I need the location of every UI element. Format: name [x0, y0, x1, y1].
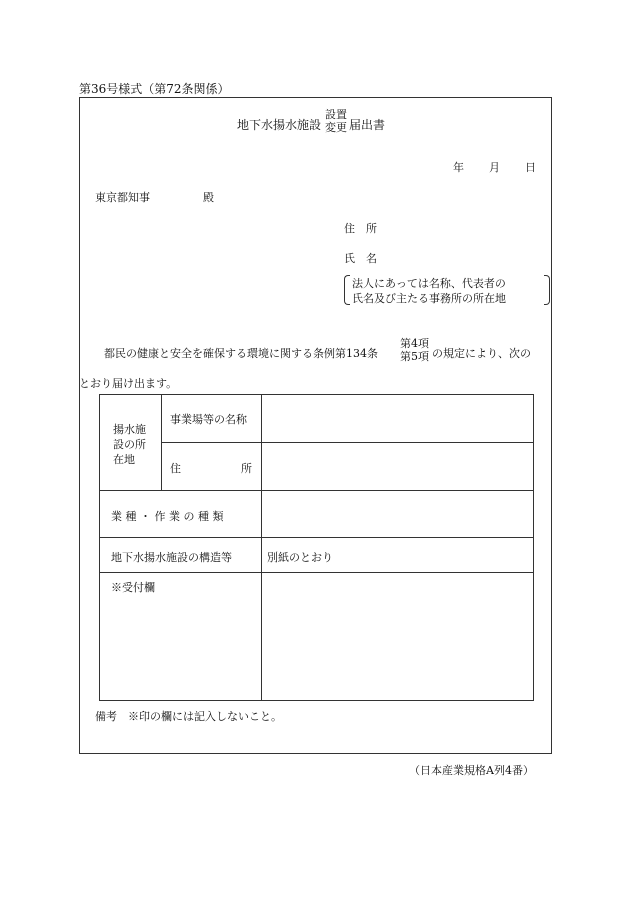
clause-option-4: 第4項 — [400, 337, 429, 350]
body-text-line2: とおり届け出ます。 — [79, 377, 178, 390]
applicant-address-label: 住 所 — [344, 222, 377, 235]
form-number: 第36号様式（第72条関係） — [79, 82, 230, 96]
divider-row1 — [161, 442, 534, 443]
body-text-after: の規定により、次の — [432, 347, 531, 360]
clause-options — [400, 337, 429, 363]
title-suffix: 届出書 — [349, 118, 386, 132]
applicant-note-line1: 法人にあっては名称、代表者の — [352, 277, 506, 290]
applicant-note-line2: 氏名及び主たる事務所の所在地 — [352, 292, 506, 305]
date-day-label: 日 — [525, 161, 536, 174]
title-option-install: 設置 — [325, 108, 347, 121]
divider-row2 — [99, 490, 534, 491]
address-label-1: 住 — [170, 462, 181, 475]
addressee-name: 東京都知事 — [95, 191, 150, 204]
business-name-label: 事業場等の名称 — [170, 413, 247, 426]
clause-option-5: 第5項 — [400, 350, 429, 363]
paper-standard: （日本産業規格A列4番） — [409, 764, 534, 777]
note-bracket-right — [544, 275, 550, 305]
date-month-label: 月 — [489, 161, 500, 174]
applicant-name-label: 氏 名 — [344, 252, 377, 265]
title-options — [325, 108, 347, 134]
divider-value — [261, 394, 262, 701]
divider-row3 — [99, 537, 534, 538]
note-bracket-left — [344, 275, 350, 305]
address-label-2: 所 — [241, 462, 252, 475]
industry-label: 業 種 ・ 作 業 の 種 類 — [111, 510, 224, 523]
divider-row4 — [99, 572, 534, 573]
location-label: 揚水施 設の所 在地 — [113, 423, 146, 466]
date-year-label: 年 — [453, 161, 464, 174]
title-prefix: 地下水揚水施設 — [237, 118, 322, 132]
structure-label: 地下水揚水施設の構造等 — [111, 551, 232, 564]
title-option-change: 変更 — [325, 121, 347, 134]
reception-label: ※受付欄 — [111, 581, 155, 594]
body-text-before: 都民の健康と安全を確保する環境に関する条例第134条 — [104, 347, 378, 360]
addressee-honorific: 殿 — [203, 191, 214, 204]
form-table — [99, 394, 534, 701]
structure-value: 別紙のとおり — [267, 551, 333, 564]
remarks: 備考 ※印の欄には記入しないこと。 — [95, 710, 282, 723]
